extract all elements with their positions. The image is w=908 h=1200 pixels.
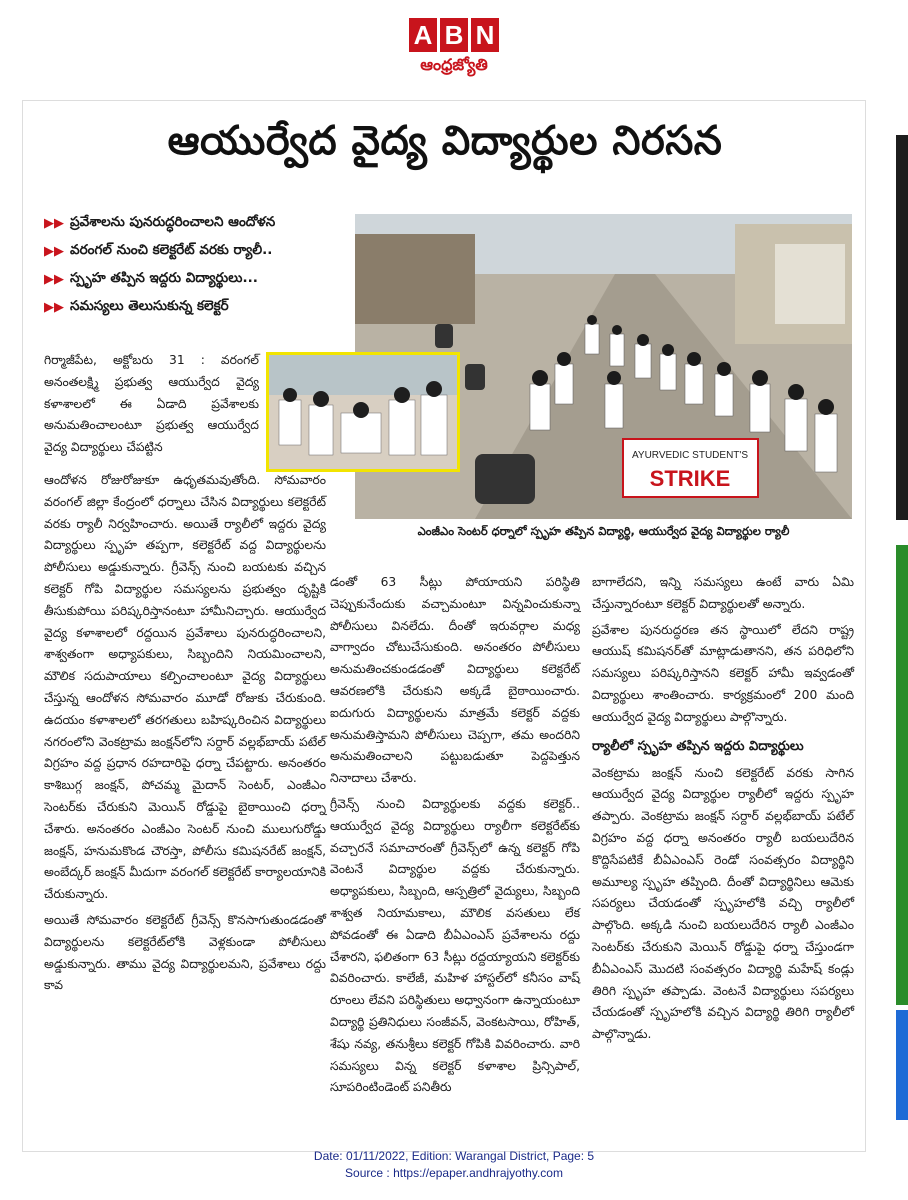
headline: ఆయుర్వేద వైద్య విద్యార్థుల నిరసన <box>167 118 723 164</box>
side-advert <box>896 545 908 1005</box>
side-advert <box>896 1010 908 1120</box>
abn-logo <box>404 18 504 86</box>
banner-line-2: STRIKE <box>649 466 731 491</box>
bullet-item: ▶▶ స్పృహ తప్పిన ఇద్దరు విద్యార్థులు... <box>44 270 258 287</box>
body-paragraph: ఆందోళన రోజురోజుకూ ఉధృతమవుతోంది. సోమవారం వరంగల్ జిల్లా కేంద్రంలో ధర్నాలు చేసిన విద్యార్థులు కలెక్టరేట్ వరకు ర్యాలీ నిర్వహించారు. అయితే ర్యాలీలో ఇద్దరు వైద్య విద్యార్థులు స్పృహ తప్పగా, కలెక్టరేట్ వద్ద విద్యార్థులను పోలీసులు అడ్డుకున్నారు. గ్రీవెన్స్ నుంచి బయటకు వచ్చిన కలెక్టర్ గోపి విద్యార్థుల సమస్యలను ప్రభుత్వం దృష్టికి తీసుకుపోయి పరిష్కరిస్తానంటూ హామీనిచ్చారు. ఆయుర్వేద వైద్య కళాశాలలో రద్దయిన ప్రవేశాలు పునరుద్ధరించాలని, శాశ్వతంగా అధ్యాపకులు, సిబ్బందిని నియమించాలని, మౌలిక సదుపాయాలు కల్పించాలంటూ వైద్య విద్యార్థులు చేస్తున్న ఆందోళన సోమవారం మూడో రోజుకు చేరుకుంది. ఉదయం కళాశాలలో తరగతులు బహిష్కరించిన విద్యార్థులు నగరంలోని వెంకట్రామ జంక్షన్‌లోని సర్దార్ వల్లభ్‌బాయ్ పటేల్ విగ్రహం వద్ద ప్రధాన రహదారిపై ధర్నా చేపట్టారు. అనంతరం కాశిబుగ్గ జంక్షన్, పోచమ్మ మైదాన్ సెంటర్, ఎంజీఎం సెంటర్‌కు చేరుకుని మెయిన్ రోడ్డుపై బైఠాయించి ధర్నా చేశారు. అనంతరం ఎంజీఎం సెంటర్ నుంచి ములుగురోడ్డు జంక్షన్, హనుమకొండ చౌరస్తా, పోలీసు కమిషనరేట్ జంక్షన్, అంబేద్కర్ జంక్షన్ మీదుగా వరంగల్ కలెక్టరేట్ కార్యాలయానికి చేరుకున్నారు. <box>44 473 326 902</box>
bullet-item: ▶▶ వరంగల్ నుంచి కలెక్టరేట్ వరకు ర్యాలీ.. <box>44 242 273 259</box>
source-footer <box>0 1148 908 1182</box>
column-3 <box>592 572 854 1046</box>
source-line: Source : https://epaper.andhrajyothy.com <box>345 1166 563 1180</box>
double-chevron-icon: ▶▶ <box>44 272 64 287</box>
column-2 <box>330 572 580 1099</box>
logo-letter-n: N <box>471 18 499 52</box>
column-1-top <box>44 350 259 459</box>
body-paragraph: వెంకట్రామ జంక్షన్ నుంచి కలెక్టరేట్ వరకు సాగిన ఆయుర్వేద వైద్య విద్యార్థుల ర్యాలీలో ఇద్దరు స్పృహ తప్పారు. వెంకట్రామ జంక్షన్ సర్దార్ వల్లభ్‌బాయ్ పటేల్ విగ్రహం వద్ద ధర్నా అనంతరం ర్యాలీ బయలుదేరిన కొద్దిసేపటికే బీఏఎంఎస్ రెండో సంవత్సరం విద్యార్థిని అమూల్య స్పృహ తప్పింది. దీంతో విద్యార్థినిలు ఆమెకు సపర్యలు చేయడంతో స్పృహలోకి వచ్చి ర్యాలీలో పాల్గొంది. అక్కడి నుంచి బయలుదేరిన ర్యాలీ ఎంజీఎం సెంటర్‌కు చేరుకుని మెయిన్ రోడ్డుపై ధర్నా చేస్తుండగా బీఏఎంఎస్ మొదటి సంవత్సరం విద్యార్థి మహేష్ కండ్లు తిరిగి స్పృహ తప్పాడు. వెంటనే విద్యార్థులు సపర్యలు చేయడంతో స్పృహలోకి వచ్చిన విద్యార్థి తిరిగి ర్యాలీలో పాల్గొన్నాడు. <box>592 765 854 1042</box>
dateline-paragraph: గిర్మాజీపేట, అక్టోబరు 31 : వరంగల్ అనంతలక్ష్మి ప్రభుత్వ ఆయుర్వేద వైద్య కళాశాలలో ఈ ఏడాది ప్రవేశాలకు అనుమతించాలంటూ ప్రభుత్వ ఆయుర్వేద వైద్య విద్యార్థులు చేపట్టిన <box>44 353 259 455</box>
banner-line-1: AYURVEDIC STUDENT'S <box>631 450 749 461</box>
bullet-item: ▶▶ సమస్యలు తెలుసుకున్న కలెక్టర్ <box>44 298 229 315</box>
inset-photo <box>266 352 460 472</box>
body-paragraph: గ్రీవెన్స్ నుంచి విద్యార్థులకు వద్దకు కలెక్టర్.. ఆయుర్వేద వైద్య విద్యార్థులు ర్యాలీగా కలెక్టరేట్‌కు వచ్చారనే సమాచారంతో గ్రీవెన్స్‌లో ఉన్న కలెక్టర్ గోపి వెంటనే విద్యార్థుల వద్దకు చేరుకున్నారు. అధ్యాపకులు, సిబ్బంది, ఆస్పత్రిలో వైద్యులు, సిబ్బంది శాశ్వత నియామకాలు, మౌలిక వసతులు లేక పోవడంతో ఈ ఏడాది బీఏఎంఎస్ ప్రవేశాలను రద్దు చేశారని, ఫలితంగా 63 సీట్లు రద్దయ్యాయని కలెక్టర్‌కు వివరించారు. కాలేజీ, మహిళ హాస్టల్‌లో కనీసం వాష్ రూంలు లేవని పరిస్థితులు అధ్వానంగా ఉన్నాయంటూ విద్యార్థి ప్రతినిధులు సంజీవన్, వెంకటసాయి, రోహిత్, శేషు నవ్య, తనుశ్రీలు కలెక్టర్ గోపికి వివరించారు. వారి సమస్యలు విన్న కలెక్టర్ కళాశాల ప్రిన్సిపాల్, సూపరింటిండెంట్ పనితీరు <box>330 796 580 1095</box>
bullet-item: ▶▶ ప్రవేశాలను పునరుద్ధరించాలని ఆందోళన <box>44 214 276 231</box>
double-chevron-icon: ▶▶ <box>44 244 64 259</box>
side-advert <box>896 135 908 520</box>
section-subhead: ర్యాలీలో స్పృహ తప్పిన ఇద్దరు విద్యార్థులు <box>592 738 804 754</box>
logo-letter-a: A <box>409 18 437 52</box>
double-chevron-icon: ▶▶ <box>44 300 64 315</box>
double-chevron-icon: ▶▶ <box>44 216 64 231</box>
photo-caption: ఎంజీఎం సెంటర్ ధర్నాలో స్పృహ తప్పిన విద్యార్థి, ఆయుర్వేద వైద్య విద్యార్థుల ర్యాలీ <box>417 524 790 538</box>
logo-subtitle: ఆంధ్రజ్యోతి <box>420 55 488 74</box>
body-paragraph: అయితే సోమవారం కలెక్టరేట్ గ్రీవెన్స్ కొనసాగుతుండడంతో విద్యార్థులను కలెక్టరేట్‌లోకి వెళ్లకుండా పోలీసులు అడ్డుకున్నారు. తాము వైద్య విద్యార్థులమని, ప్రవేశాలు రద్దు కావ <box>44 912 326 993</box>
body-paragraph: బాగాలేదని, ఇన్ని సమస్యలు ఉంటే వారు ఏమి చేస్తున్నారంటూ కలెక్టర్ విద్యార్థులతో అన్నారు. <box>592 575 854 611</box>
logo-letter-b: B <box>440 18 468 52</box>
column-1 <box>44 470 326 997</box>
date-edition-line: Date: 01/11/2022, Edition: Warangal District, Page: 5 <box>313 1149 595 1163</box>
body-paragraph: డంతో 63 సీట్లు పోయాయని పరిస్థితి చెప్పుకునేందుకు వచ్చామంటూ విన్నవించుకున్నా పోలీసులు వినలేదు. దీంతో ఇరువర్గాల మధ్య వాగ్వాదం చోటుచేసుకుంది. అనంతరం పోలీసులు అనుమతించకుండడంతో విద్యార్థులు కలెక్టరేట్ ఆవరణలోకి చేరుకుని అక్కడే బైఠాయించారు. ఐదుగురు విద్యార్థులను మాత్రమే కలెక్టర్ వద్దకు అనుమతిస్తామని పోలీసులు చెప్పగా, తమ అందరిని అనుమతించాలని పట్టుబడుతూ పెద్దపెత్తున నినాదాలు చేశారు. <box>330 575 580 786</box>
bullet-list <box>44 214 354 326</box>
body-paragraph: ప్రవేశాల పునరుద్ధరణ తన స్థాయిలో లేదని రాష్ట్ర ఆయుష్ కమిషనర్‌తో మాట్లాడుతానని, తన పరిధిలోని సమస్యలు పరిష్కరిస్తానని కలెక్టర్ హామీ ఇవ్వడంతో విద్యార్థులు శాంతించారు. కార్యక్రమంలో 200 మంది ఆయుర్వేద వైద్య విద్యార్థులు పాల్గొన్నారు. <box>592 622 854 724</box>
